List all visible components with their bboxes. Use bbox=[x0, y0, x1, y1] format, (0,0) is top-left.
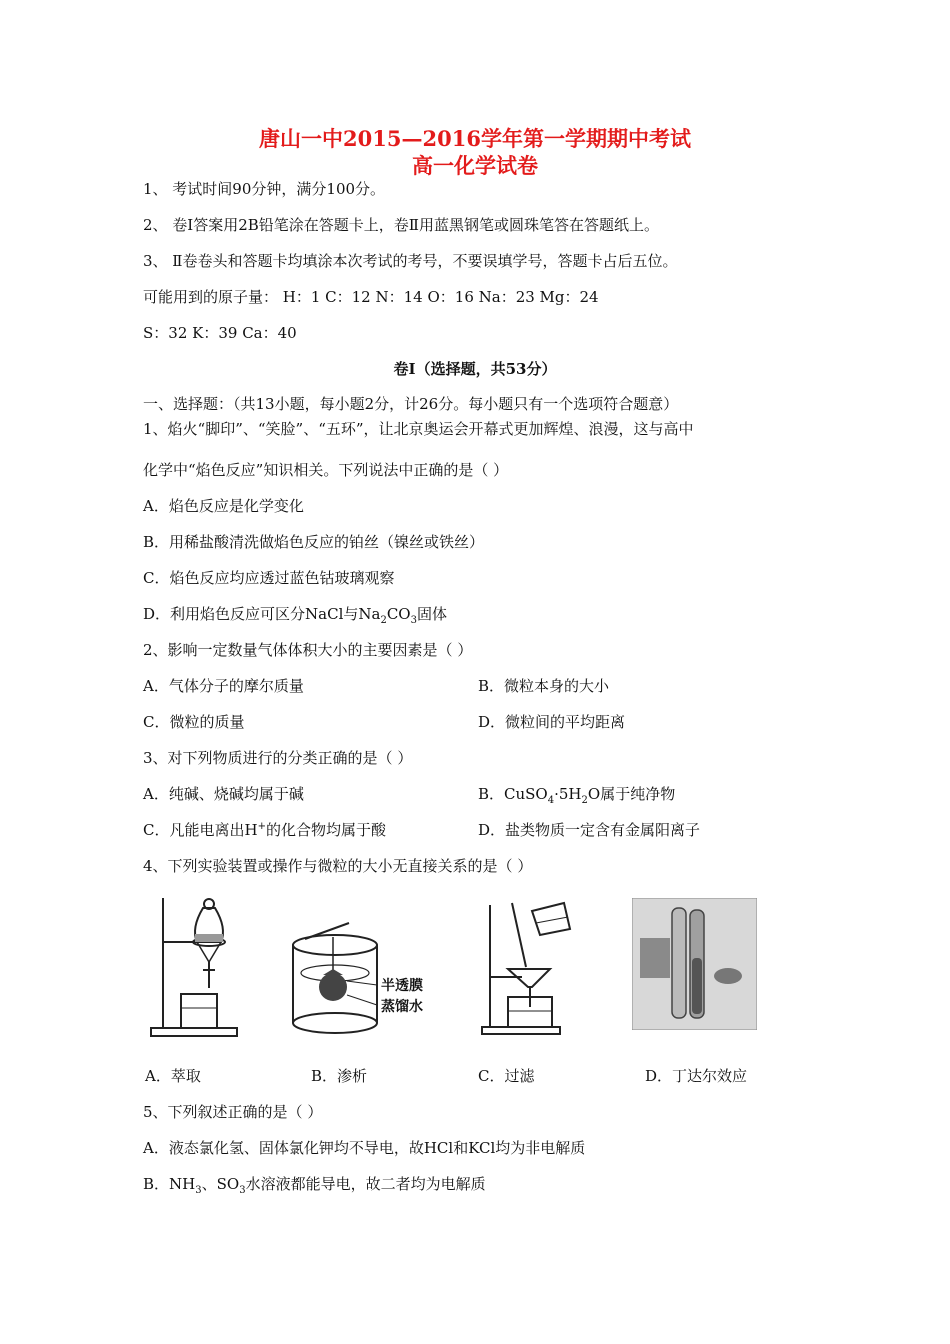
q4-option-b: B．渗析 bbox=[311, 1067, 368, 1085]
q5-option-b: B．$NH_3$、$SO_3$水溶液都能导电，故二者均为电解质 bbox=[143, 1175, 486, 1196]
dialysis-beaker-figure bbox=[285, 915, 385, 1040]
atomic-mass-line-2: S：32 K：39 Ca：40 bbox=[143, 324, 297, 342]
q4-stem: 4、下列实验装置或操作与微粒的大小无直接关系的是（ ） bbox=[143, 857, 533, 875]
q2-option-d: D．微粒间的平均距离 bbox=[478, 713, 626, 731]
q1-stem-line2: 化学中“焰色反应”知识相关。下列说法中正确的是（ ） bbox=[143, 461, 509, 479]
q2-stem: 2、影响一定数量气体体积大小的主要因素是（ ） bbox=[143, 641, 473, 659]
q3-option-d: D．盐类物质一定含有金属阳离子 bbox=[478, 821, 701, 839]
note-2: 2、 卷Ⅰ答案用2B铅笔涂在答题卡上，卷Ⅱ用蓝黑钢笔或圆珠笔答在答题纸上。 bbox=[143, 216, 660, 234]
note-3: 3、 Ⅱ卷卷头和答题卡均填涂本次考试的考号，不要误填学号，答题卡占后五位。 bbox=[143, 252, 678, 270]
q3-option-c: C．凡能电离出H+的化合物均属于酸 bbox=[143, 821, 386, 839]
exam-title: 唐山一中2015—2016学年第一学期期中考试 bbox=[259, 126, 691, 151]
section-title: 卷Ⅰ（选择题，共53分） bbox=[393, 360, 557, 378]
q1-option-c: C．焰色反应均应透过蓝色钴玻璃观察 bbox=[143, 569, 395, 587]
q1-option-a: A．焰色反应是化学变化 bbox=[143, 497, 304, 515]
exam-subtitle: 高一化学试卷 bbox=[412, 153, 538, 178]
q2-option-b: B．微粒本身的大小 bbox=[478, 677, 610, 695]
q5-stem: 5、下列叙述正确的是（ ） bbox=[143, 1103, 323, 1121]
q1-option-d: D．利用焰色反应可区分NaCl与$Na_2CO_3$固体 bbox=[143, 605, 447, 626]
q4-option-a: A．萃取 bbox=[145, 1067, 201, 1085]
label-semipermeable-membrane: 半透膜 bbox=[381, 978, 423, 994]
tyndall-effect-figure bbox=[632, 898, 757, 1030]
separatory-funnel-figure bbox=[145, 890, 245, 1040]
section-intro: 一、选择题：（共13小题，每小题2分，计26分。每小题只有一个选项符合题意） bbox=[143, 395, 679, 413]
q4-option-c: C．过滤 bbox=[478, 1067, 535, 1085]
q2-option-a: A．气体分子的摩尔质量 bbox=[143, 677, 304, 695]
atomic-mass-line-1: 可能用到的原子量： H：1 C：12 N：14 O：16 Na：23 Mg：24 bbox=[143, 288, 599, 306]
q4-option-d: D．丁达尔效应 bbox=[645, 1067, 748, 1085]
q3-option-a: A．纯碱、烧碱均属于碱 bbox=[143, 785, 304, 803]
q5-option-a: A．液态氯化氢、固体氯化钾均不导电，故HCl和KCl均为非电解质 bbox=[143, 1139, 586, 1157]
note-1: 1、 考试时间90分钟，满分100分。 bbox=[143, 180, 386, 198]
filtration-figure bbox=[478, 895, 578, 1040]
label-distilled-water: 蒸馏水 bbox=[381, 999, 423, 1015]
q3-stem: 3、对下列物质进行的分类正确的是（ ） bbox=[143, 749, 413, 767]
q3-option-b: B．$CuSO_4\cdot 5H_2O$属于纯净物 bbox=[478, 785, 676, 806]
q1-option-b: B．用稀盐酸清洗做焰色反应的铂丝（镍丝或铁丝） bbox=[143, 533, 485, 551]
q2-option-c: C．微粒的质量 bbox=[143, 713, 245, 731]
q1-stem-line1: 1、焰火“脚印”、“笑脸”、“五环”，让北京奥运会开幕式更加辉煌、浪漫，这与高中 bbox=[143, 420, 694, 438]
